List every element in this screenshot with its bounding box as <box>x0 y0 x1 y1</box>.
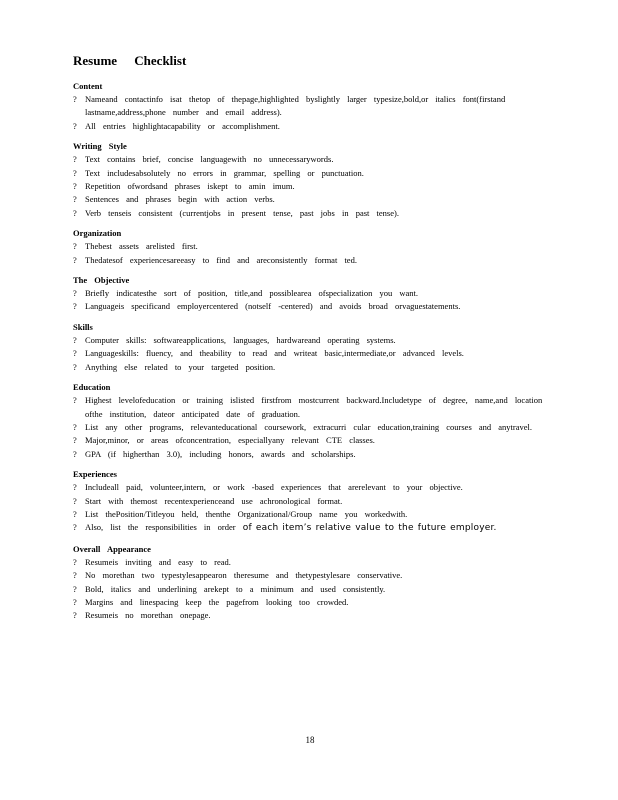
checklist-item-text <box>85 394 543 421</box>
checklist-item-main-text: Briefly indicatesthe sort of position, title,and possiblearea ofspecialization you want. <box>85 288 418 299</box>
checklist-item <box>73 207 543 220</box>
checklist-item <box>73 287 543 300</box>
section-heading: Education <box>73 382 111 393</box>
section <box>73 468 543 536</box>
bullet-marker: ? <box>73 288 77 299</box>
checklist-item-main-text: Computer skills: softwareapplications, languages, hardwareand operating systems. <box>85 334 396 345</box>
checklist-item-text <box>85 448 543 461</box>
checklist-item-main-text: Major,minor, or areas ofconcentration, especiallyany relevant CTE classes. <box>85 435 375 446</box>
bullet-marker: ? <box>73 167 77 178</box>
checklist-item-main-text: Thedatesof experiencesareeasy to find and areconsistently format ted. <box>85 254 357 265</box>
checklist-item <box>73 240 543 253</box>
checklist-item-text <box>85 481 543 494</box>
bullet-marker: ? <box>73 556 77 567</box>
checklist-item <box>73 556 543 569</box>
bullet-marker: ? <box>73 120 77 131</box>
section-heading: The Objective <box>73 275 130 286</box>
checklist-item-text <box>85 361 543 374</box>
section-heading: Skills <box>73 321 93 332</box>
checklist-item-main-text: Includeall paid, volunteer,intern, or work -based experiences that arerelevant to your objective. <box>85 482 463 493</box>
checklist-item-text <box>85 193 543 206</box>
checklist-item-tail-text: of each item’s relative value to the future employer. <box>242 523 497 534</box>
section <box>73 543 543 623</box>
checklist <box>73 240 543 267</box>
checklist-item <box>73 334 543 347</box>
checklist-item-text <box>85 334 543 347</box>
checklist-item-main-text: Text includesabsolutely no errors in grammar, spelling or punctuation. <box>85 167 364 178</box>
section-heading: Writing Style <box>73 141 127 152</box>
section-heading: Overall Appearance <box>73 543 151 554</box>
checklist-item <box>73 93 543 120</box>
checklist-item <box>73 180 543 193</box>
checklist-item-main-text: Verb tenseis consistent (currentjobs in present tense, past jobs in past tense). <box>85 207 399 218</box>
checklist-item <box>73 254 543 267</box>
checklist <box>73 153 543 220</box>
checklist-item-main-text: Nameand contactinfo isat thetop of thepage,highlighted byslightly larger typesize,bold,or italics font(firstand lastname,address,phone number and email address). <box>85 94 506 118</box>
checklist-item <box>73 153 543 166</box>
checklist-item-main-text: Margins and linespacing keep the pagefrom looking too crowded. <box>85 596 349 607</box>
checklist-item-text <box>85 421 543 434</box>
checklist-item-main-text: GPA (if higherthan 3.0), including honors, awards and scholarships. <box>85 448 356 459</box>
checklist-item-text <box>85 240 543 253</box>
bullet-marker: ? <box>73 610 77 621</box>
checklist-item <box>73 120 543 133</box>
bullet-marker: ? <box>73 570 77 581</box>
checklist-item-main-text: Also, list the responsibilities in order <box>85 522 236 533</box>
bullet-marker: ? <box>73 194 77 205</box>
checklist-item-text <box>85 495 543 508</box>
section-heading: Organization <box>73 228 122 239</box>
checklist-item-text <box>85 583 543 596</box>
bullet-marker: ? <box>73 207 77 218</box>
bullet-marker: ? <box>73 254 77 265</box>
checklist-item-main-text: Languageis specificand employercentered (notself -centered) and avoids broad orvaguestatements. <box>85 301 461 312</box>
checklist-item-main-text: Highest levelofeducation or training islisted firstfrom mostcurrent backward.Includetype of degree, name,and location ofthe institution, dateor anticipated date of graduation. <box>85 395 543 419</box>
bullet-marker: ? <box>73 522 77 533</box>
checklist-item-text <box>85 167 543 180</box>
checklist-item-text <box>85 287 543 300</box>
checklist-item-text <box>85 556 543 569</box>
bullet-marker: ? <box>73 596 77 607</box>
checklist-item-main-text: Resumeis inviting and easy to read. <box>85 556 231 567</box>
checklist-item-main-text: Sentences and phrases begin with action verbs. <box>85 194 275 205</box>
section <box>73 321 543 374</box>
checklist-item <box>73 421 543 434</box>
checklist-item-text <box>85 207 543 220</box>
checklist-item <box>73 508 543 521</box>
bullet-marker: ? <box>73 94 77 104</box>
bullet-marker: ? <box>73 154 77 165</box>
checklist-item <box>73 521 543 535</box>
section-heading: Content <box>73 81 103 91</box>
section <box>73 80 543 133</box>
checklist-item-text <box>85 609 543 622</box>
checklist-item <box>73 361 543 374</box>
bullet-marker: ? <box>73 583 77 594</box>
bullet-marker: ? <box>73 421 77 432</box>
bullet-marker: ? <box>73 348 77 359</box>
checklist-item-main-text: List any other programs, relevanteducational coursework, extracurri cular education,training courses and anytravel. <box>85 421 533 432</box>
checklist-item <box>73 434 543 447</box>
checklist-item-text <box>85 508 543 521</box>
checklist-item <box>73 167 543 180</box>
checklist-item <box>73 300 543 313</box>
checklist-item <box>73 347 543 360</box>
checklist-item-main-text: Repetition ofwordsand phrases iskept to amin imum. <box>85 181 295 192</box>
checklist-item-main-text: Anything else related to your targeted position. <box>85 361 276 372</box>
checklist-item-text <box>85 434 543 447</box>
checklist-item <box>73 448 543 461</box>
checklist-item <box>73 583 543 596</box>
checklist-item-text <box>85 347 543 360</box>
page-number: 18 <box>305 735 315 745</box>
bullet-marker: ? <box>73 508 77 519</box>
checklist-item-main-text: Start with themost recentexperienceand use achronological format. <box>85 495 343 506</box>
bullet-marker: ? <box>73 448 77 459</box>
checklist-item <box>73 495 543 508</box>
bullet-marker: ? <box>73 301 77 312</box>
checklist-item-text <box>85 93 543 120</box>
checklist-item-main-text: Bold, italics and underlining arekept to a minimum and used consistently. <box>85 583 386 594</box>
checklist-item <box>73 596 543 609</box>
bullet-marker: ? <box>73 495 77 506</box>
bullet-marker: ? <box>73 241 77 252</box>
checklist-item-text <box>85 153 543 166</box>
checklist-item-text <box>85 254 543 267</box>
checklist-item <box>73 569 543 582</box>
page-title: Resume Checklist <box>73 53 187 68</box>
checklist-item-text <box>85 120 543 133</box>
bullet-marker: ? <box>73 334 77 345</box>
section <box>73 274 543 314</box>
checklist <box>73 287 543 314</box>
checklist-item <box>73 394 543 421</box>
section <box>73 381 543 461</box>
bullet-marker: ? <box>73 361 77 372</box>
section <box>73 140 543 220</box>
checklist <box>73 394 543 461</box>
checklist <box>73 334 543 374</box>
section-heading: Experiences <box>73 469 117 480</box>
section <box>73 227 543 267</box>
checklist-item <box>73 193 543 206</box>
bullet-marker: ? <box>73 435 77 446</box>
checklist-item-text <box>85 521 543 535</box>
checklist-item-main-text: All entries highlightacapability or accomplishment. <box>85 120 280 131</box>
checklist-item-text <box>85 596 543 609</box>
checklist-body <box>73 80 543 623</box>
bullet-marker: ? <box>73 482 77 493</box>
checklist-item-text <box>85 180 543 193</box>
bullet-marker: ? <box>73 181 77 192</box>
checklist <box>73 481 543 536</box>
checklist <box>73 93 543 133</box>
checklist-item-main-text: Languageskills: fluency, and theability to read and writeat basic,intermediate,or advanced levels. <box>85 348 464 359</box>
checklist-item-main-text: List thePosition/Titleyou held, thenthe Organizational/Group name you workedwith. <box>85 508 408 519</box>
checklist-item-text <box>85 300 543 313</box>
checklist-item <box>73 609 543 622</box>
bullet-marker: ? <box>73 395 77 406</box>
checklist-item-main-text: Text contains brief, concise languagewith no unnecessarywords. <box>85 154 334 165</box>
checklist-item-main-text: No morethan two typestylesappearon theresume and thetypestylesare conservative. <box>85 570 403 581</box>
checklist-item <box>73 481 543 494</box>
checklist-item-text <box>85 569 543 582</box>
checklist-item-main-text: Resumeis no morethan onepage. <box>85 610 211 621</box>
checklist-item-main-text: Thebest assets arelisted first. <box>85 241 198 252</box>
checklist <box>73 556 543 623</box>
